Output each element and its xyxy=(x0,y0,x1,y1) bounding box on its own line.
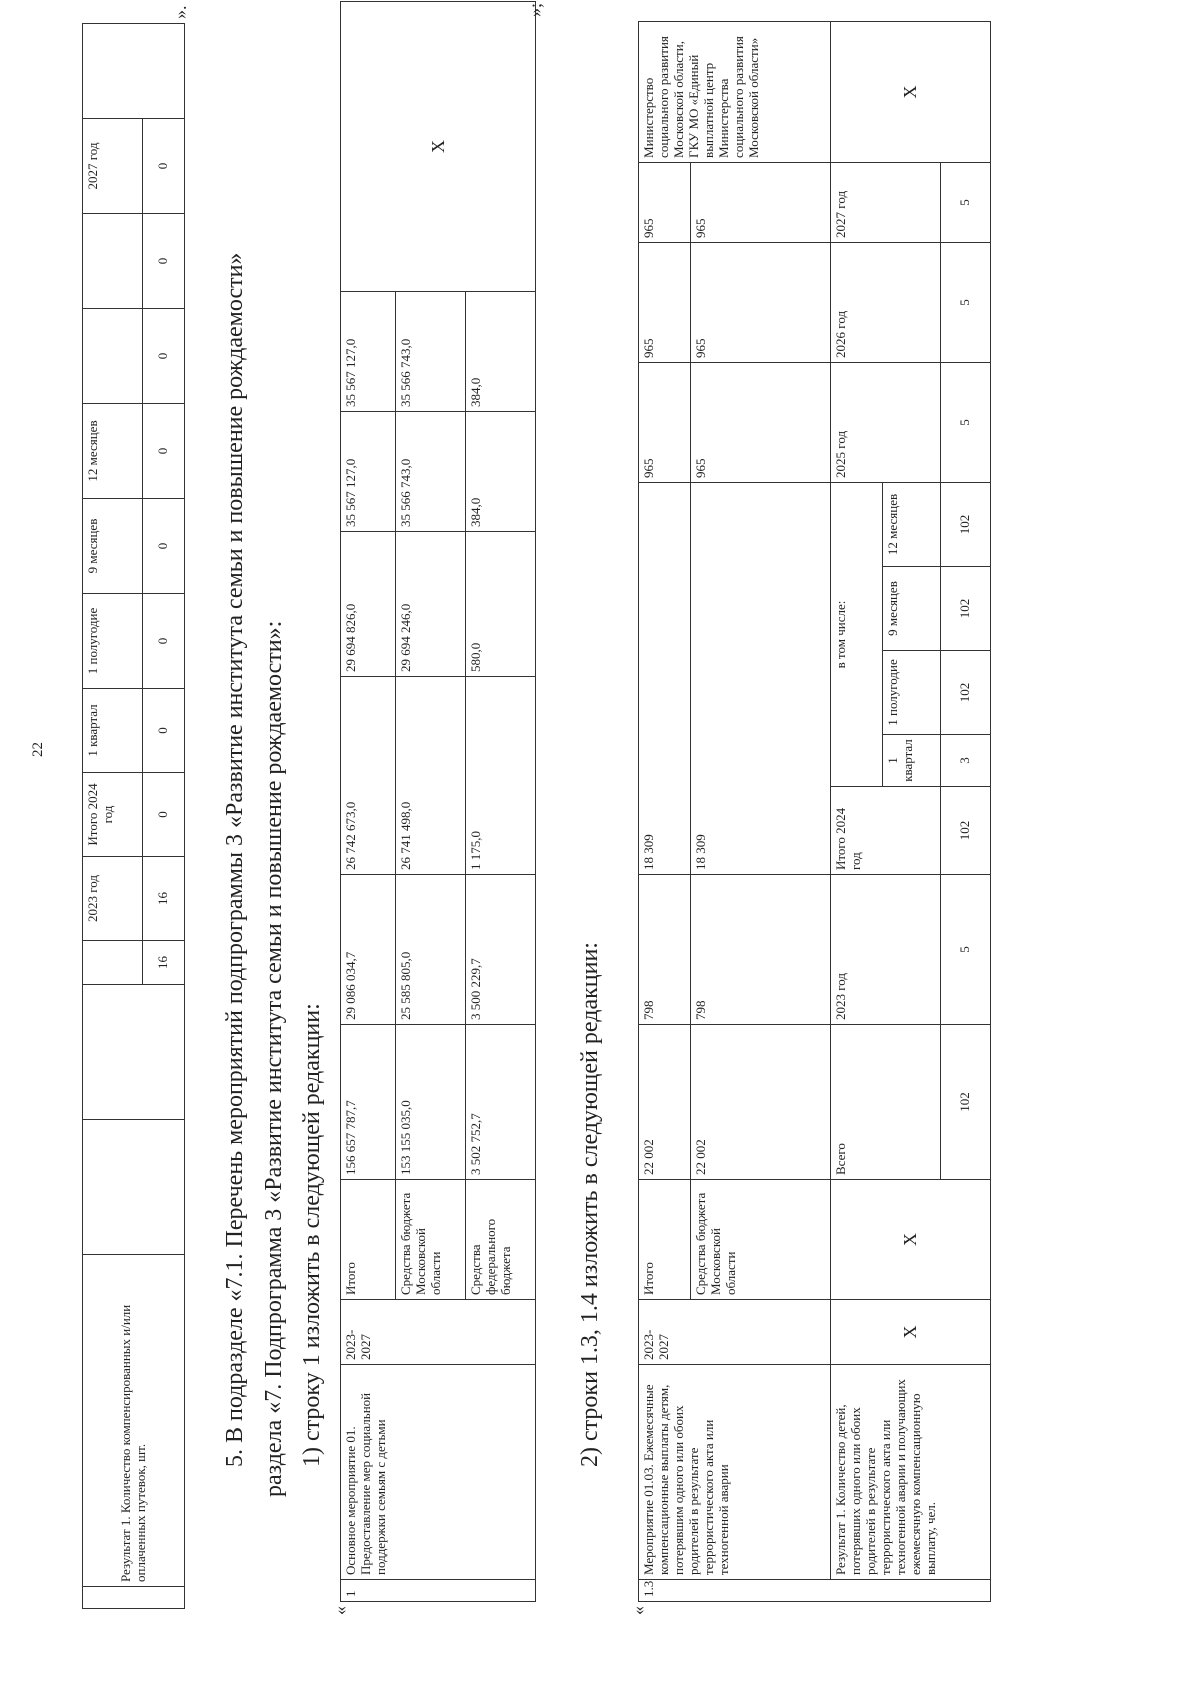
t2-2025-2: 580,0 xyxy=(466,532,536,677)
top-v-2026: 0 xyxy=(143,214,185,309)
paragraph-line-1: 5. В подразделе «7.1. Перечень мероприятий подпрограммы 3 «Развитие института семьи и повышение рождаемости» xyxy=(222,252,248,1467)
t3-res-h1: 102 xyxy=(941,651,991,735)
t3-mo-2026: 965 xyxy=(691,242,831,362)
t3-h-2026: 2026 год xyxy=(831,242,941,362)
top-closing-quote: ». xyxy=(170,5,190,19)
t2-total-0: 156 657 787,7 xyxy=(341,1025,396,1180)
t3-itogo-2025: 965 xyxy=(639,362,691,482)
t2-2027-0: 35 567 127,0 xyxy=(341,292,396,412)
top-h-2023: 2023 год xyxy=(83,857,143,941)
top-v-itogo: 0 xyxy=(143,773,185,857)
t3-h-12m: 12 месяцев xyxy=(883,482,941,566)
t3-x-period: Х xyxy=(831,1300,991,1365)
t3-name: Мероприятие 01.03. Ежемесячные компенсационные выплаты детям, потерявшим одного или обоих родителей в результате террористического акта или техногенной аварии xyxy=(639,1365,831,1580)
t3-res-12m: 102 xyxy=(941,482,991,566)
page-number: 22 xyxy=(30,742,46,757)
measure-1-3-table xyxy=(638,21,991,1602)
t3-res-9m: 102 xyxy=(941,567,991,651)
top-h-2027: 2027 год xyxy=(83,119,143,214)
t3-res-total: 102 xyxy=(941,1025,991,1180)
top-h-h1: 1 полугодие xyxy=(83,594,143,689)
t3-itogo-2023: 798 xyxy=(639,875,691,1025)
t2-2026-1: 35 566 743,0 xyxy=(396,412,466,532)
t3-mo-2027: 965 xyxy=(691,162,831,242)
top-h-q1: 1 квартал xyxy=(83,689,143,773)
top-v-2027: 0 xyxy=(143,119,185,214)
t2-2027-2: 384,0 xyxy=(466,292,536,412)
top-v-2023: 16 xyxy=(143,857,185,941)
top-h-12m: 12 месяцев xyxy=(83,404,143,499)
paragraph-line-3: 1) строку 1 изложить в следующей редакции: xyxy=(299,1003,325,1467)
t2-2025-1: 29 694 246,0 xyxy=(396,532,466,677)
t2-src-0: Итого xyxy=(341,1180,396,1300)
t2-src-1: Средства бюджета Московской области xyxy=(396,1180,466,1300)
t3-mo-2023: 798 xyxy=(691,875,831,1025)
t3-res-itogo: 102 xyxy=(941,787,991,875)
t3-h-9m: 9 месяцев xyxy=(883,567,941,651)
t3-itogo-2026: 965 xyxy=(639,242,691,362)
t3-period: 2023-2027 xyxy=(639,1300,831,1365)
t3-responsible: Министерство социального развития Московской области, ГКУ МО «Единый выплатной центр Министерства социального развития Московской области» xyxy=(639,21,831,162)
t3-num: 1.3 xyxy=(639,1580,991,1602)
t3-mo-2025: 965 xyxy=(691,362,831,482)
top-v-total: 16 xyxy=(143,941,185,985)
top-result-label: Результат 1. Количество компенсированных и/или оплаченных путевок, шт. xyxy=(83,1255,185,1587)
t2-2024-1: 26 741 498,0 xyxy=(396,677,466,875)
top-v-q1: 0 xyxy=(143,689,185,773)
top-v-9m: 0 xyxy=(143,499,185,594)
top-v-12m: 0 xyxy=(143,404,185,499)
t2-num: 1 xyxy=(341,1580,536,1602)
measure-1-table xyxy=(340,1,536,1602)
t2-2027-1: 35 566 743,0 xyxy=(396,292,466,412)
t2-src-2: Средства федерального бюджета xyxy=(466,1180,536,1300)
t2-x: Х xyxy=(341,2,536,292)
table3-open-quote: « xyxy=(628,1606,648,1615)
t2-2024-2: 1 175,0 xyxy=(466,677,536,875)
t3-src-itogo: Итого xyxy=(639,1180,691,1300)
t2-2023-2: 3 500 229,7 xyxy=(466,875,536,1025)
top-v-h1: 0 xyxy=(143,594,185,689)
t2-2026-0: 35 567 127,0 xyxy=(341,412,396,532)
t3-h-2023: 2023 год xyxy=(831,875,941,1025)
t3-res-q1: 3 xyxy=(941,735,991,787)
t3-result-label: Результат 1. Количество детей, потерявших одного или обоих родителей в результате террористического акта или техногенной аварии и получающих ежемесячную компенсационную выплату, чел. xyxy=(831,1365,991,1580)
top-h-9m: 9 месяцев xyxy=(83,499,143,594)
t2-name: Основное мероприятие 01. Предоставление мер социальной поддержки семьям с детьми xyxy=(341,1365,536,1580)
table2-open-quote: « xyxy=(330,1606,350,1615)
t3-h-itogo: Итого 2024 год xyxy=(831,787,941,875)
t3-res-2027: 5 xyxy=(941,162,991,242)
table2-close-quote: »; xyxy=(525,2,545,17)
paragraph-line-2: раздела «7. Подпрограмма 3 «Развитие института семьи и повышение рождаемости»: xyxy=(261,620,287,1497)
t3-h-incl: в том числе: xyxy=(831,482,883,786)
t3-src-mo: Средства бюджета Московской области xyxy=(691,1180,831,1300)
t2-2026-2: 384,0 xyxy=(466,412,536,532)
t3-itogo-total: 22 002 xyxy=(639,1025,691,1180)
t2-total-2: 3 502 752,7 xyxy=(466,1025,536,1180)
t3-x-resp: Х xyxy=(831,21,991,162)
t2-2024-0: 26 742 673,0 xyxy=(341,677,396,875)
t3-h-2027: 2027 год xyxy=(831,162,941,242)
t3-res-2025: 5 xyxy=(941,362,991,482)
t3-x-source: Х xyxy=(831,1180,991,1300)
t3-itogo-2024: 18 309 xyxy=(639,482,691,874)
t3-res-2026: 5 xyxy=(941,242,991,362)
t2-period: 2023-2027 xyxy=(341,1300,536,1365)
t3-mo-total: 22 002 xyxy=(691,1025,831,1180)
t2-2025-0: 29 694 826,0 xyxy=(341,532,396,677)
t3-itogo-2027: 965 xyxy=(639,162,691,242)
t3-mo-2024: 18 309 xyxy=(691,482,831,874)
t3-res-2023: 5 xyxy=(941,875,991,1025)
t3-h-total: Всего xyxy=(831,1025,941,1180)
t2-2023-0: 29 086 034,7 xyxy=(341,875,396,1025)
top-v-2025: 0 xyxy=(143,309,185,404)
t2-2023-1: 25 585 805,0 xyxy=(396,875,466,1025)
t2-total-1: 153 155 035,0 xyxy=(396,1025,466,1180)
top-result-table xyxy=(82,23,185,1609)
t3-h-2025: 2025 год xyxy=(831,362,941,482)
top-h-itogo: Итого 2024 год xyxy=(83,773,143,857)
t3-h-q1: 1 квартал xyxy=(883,735,941,787)
paragraph-line-4: 2) строки 1.3, 1.4 изложить в следующей редакции: xyxy=(577,942,603,1467)
t3-h-h1: 1 полугодие xyxy=(883,651,941,735)
